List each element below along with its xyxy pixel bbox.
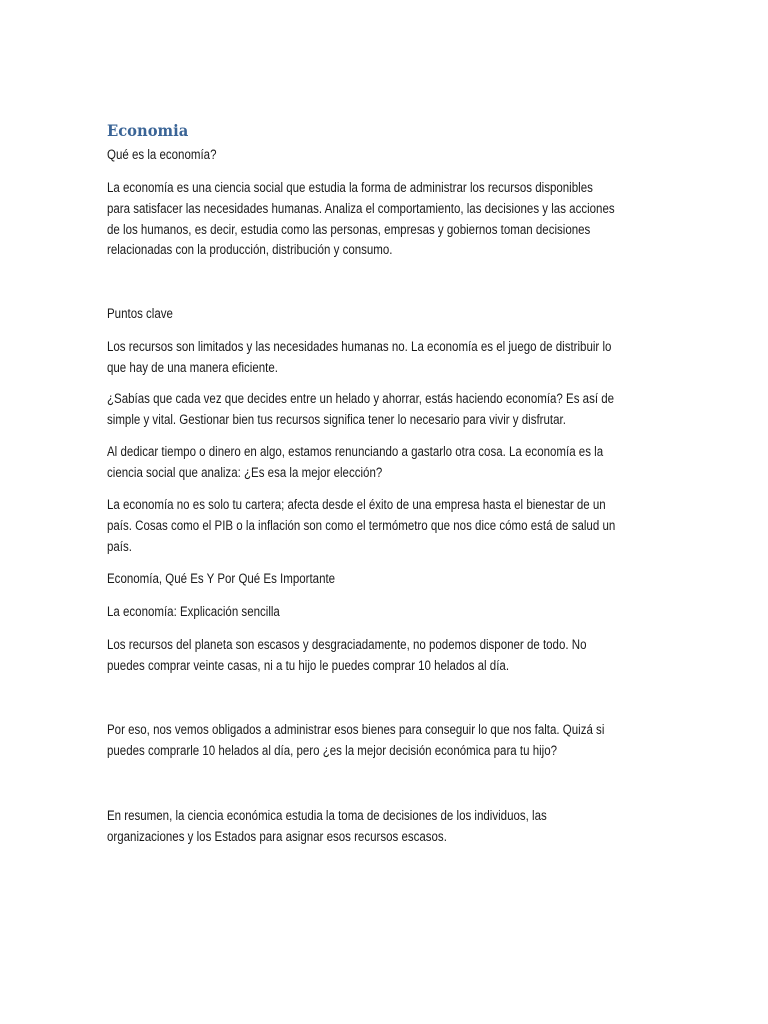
paragraph	[107, 389, 697, 431]
text-line: Economía, Qué Es Y Por Qué Es Importante	[107, 571, 336, 586]
text-line: La economía es una ciencia social que estudia la forma de administrar los recursos disponibles	[107, 180, 593, 195]
text-line: Los recursos son limitados y las necesidades humanas no. La economía es el juego de distribuir lo	[107, 339, 612, 354]
text-line: país.	[107, 538, 132, 554]
text-line: La economía: Explicación sencilla	[107, 604, 280, 619]
text-line: puedes comprarle 10 helados al día, pero ¿es la mejor decisión económica para tu hijo?	[107, 742, 558, 758]
text-line: país. Cosas como el PIB o la inflación son como el termómetro que nos dice cómo está de salud un	[107, 517, 616, 533]
paragraph	[107, 442, 684, 484]
text-line: relacionadas con la producción, distribución y consumo.	[107, 242, 393, 258]
text-line: ¿Sabías que cada vez que decides entre un helado y ahorrar, estás haciendo economía? Es así de	[107, 391, 615, 406]
document-subtitle	[107, 145, 234, 166]
text-line: Puntos clave	[107, 306, 173, 321]
text-line: Por eso, nos vemos obligados a administrar esos bienes para conseguir lo que nos falta. Quizá si	[107, 722, 605, 737]
text-line: simple y vital. Gestionar bien tus recursos significa tener lo necesario para vivir y disfrutar.	[107, 411, 566, 427]
text-line: La economía no es solo tu cartera; afecta desde el éxito de una empresa hasta el bienestar de un	[107, 497, 606, 512]
paragraph	[107, 337, 694, 379]
paragraph	[107, 720, 685, 762]
text-line: organizaciones y los Estados para asignar esos recursos escasos.	[107, 828, 447, 844]
paragraph	[107, 569, 372, 590]
text-line: para satisfacer las necesidades humanas. Analiza el comportamiento, las decisiones y las acciones	[107, 200, 615, 216]
section-heading	[107, 304, 184, 325]
text-line: En resumen, la ciencia económica estudia la toma de decisiones de los individuos, las	[107, 808, 547, 823]
paragraph	[107, 495, 698, 557]
text-line: Al dedicar tiempo o dinero en algo, estamos renunciando a gastarlo otra cosa. La economía es la	[107, 444, 604, 459]
text-line: que hay de una manera eficiente.	[107, 359, 278, 375]
text-line: Los recursos del planeta son escasos y desgraciadamente, no podemos disponer de todo. No	[107, 637, 587, 652]
text-line: puedes comprar veinte casas, ni a tu hijo le puedes comprar 10 helados al día.	[107, 657, 510, 673]
paragraph	[107, 635, 665, 677]
text-line: Qué es la economía?	[107, 147, 217, 162]
text-line: de los humanos, es decir, estudia como las personas, empresas y gobiernos toman decisiones	[107, 221, 591, 237]
text-line: ciencia social que analiza: ¿Es esa la mejor elección?	[107, 464, 383, 480]
paragraph	[107, 806, 618, 848]
document-title: Economia	[107, 121, 189, 140]
paragraph	[107, 178, 697, 261]
paragraph	[107, 602, 308, 623]
